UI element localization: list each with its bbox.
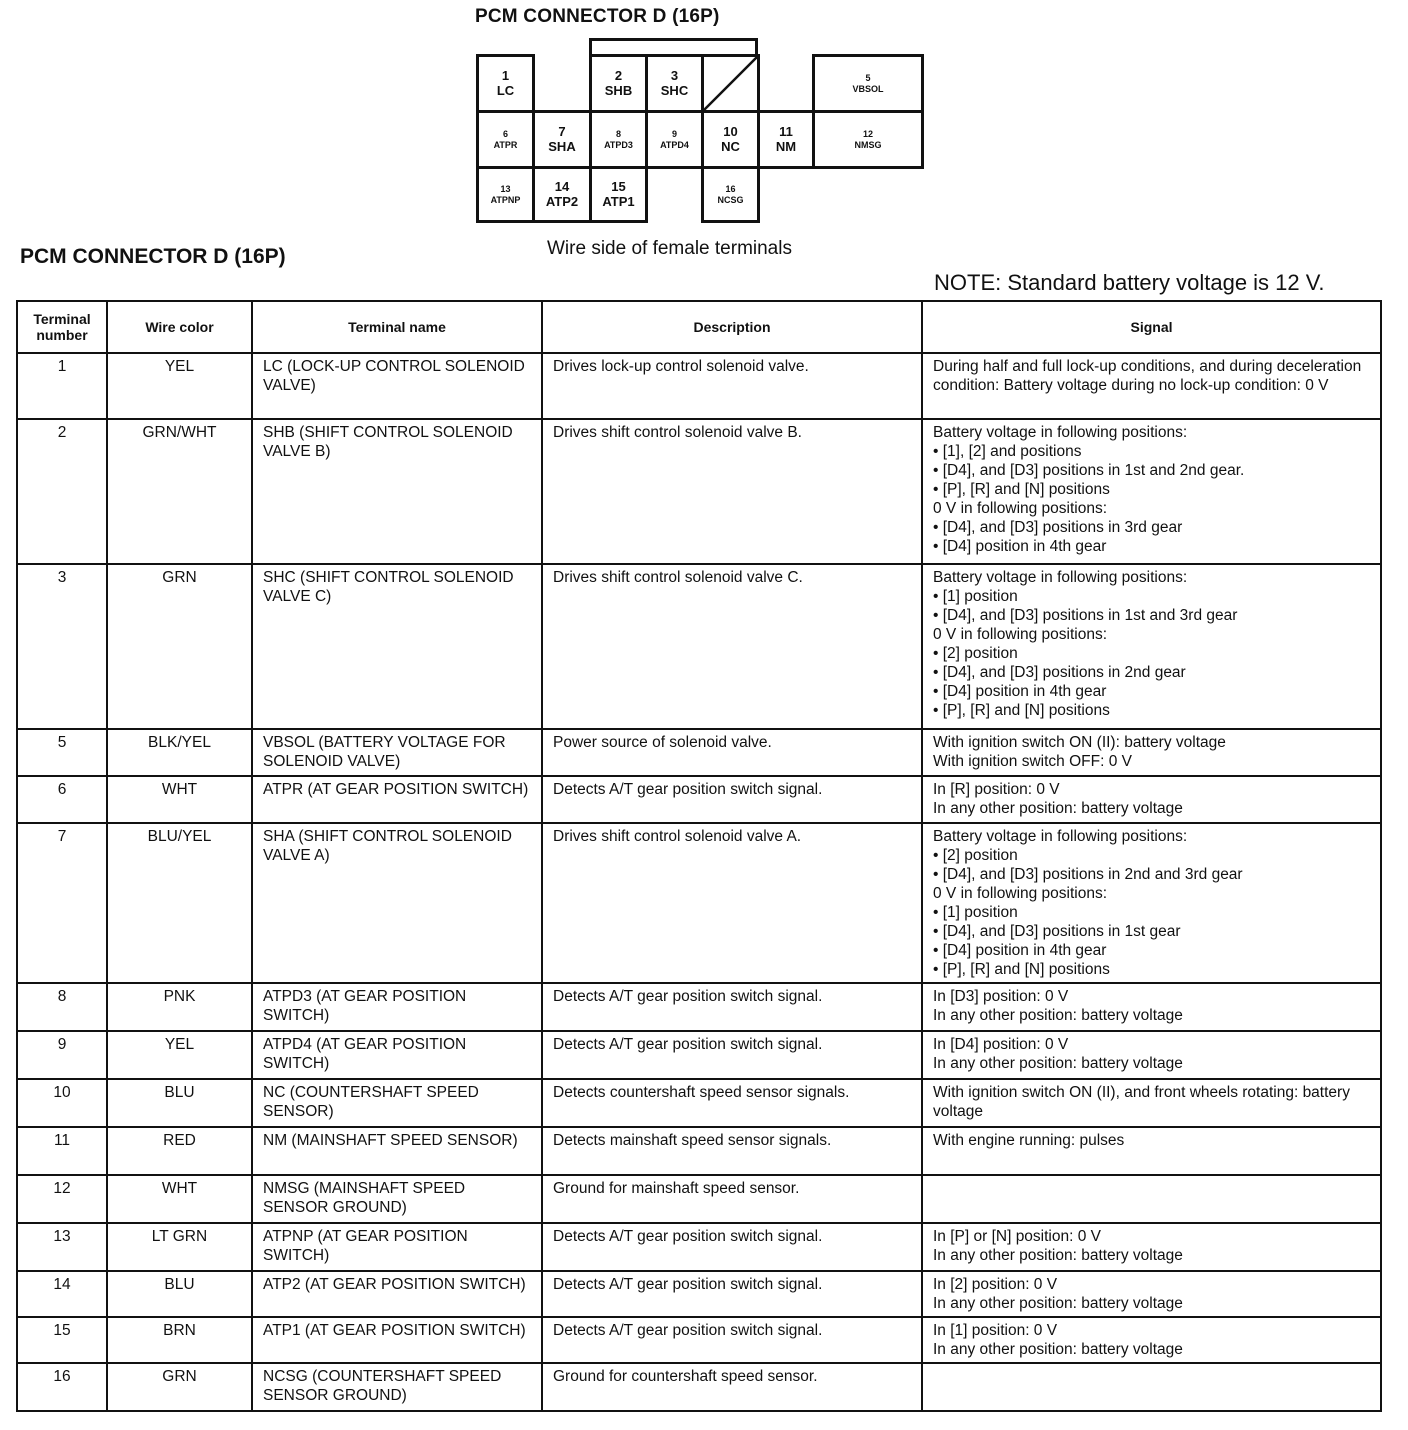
header-description: Description xyxy=(542,301,922,353)
signal-cell xyxy=(922,1175,1381,1223)
signal-line: With ignition switch ON (II), and front wheels rotating: battery voltage xyxy=(933,1084,1350,1120)
pin-cell: 8 ATPD3 xyxy=(589,110,648,169)
signal-line: 0 V in following positions: xyxy=(933,885,1108,902)
terminal-name-cell: ATPD3 (AT GEAR POSITION SWITCH) xyxy=(252,983,542,1031)
description-cell: Detects A/T gear position switch signal. xyxy=(542,1031,922,1079)
signal-cell xyxy=(922,823,1381,983)
description-cell: Detects countershaft speed sensor signals. xyxy=(542,1079,922,1127)
signal-cell xyxy=(922,353,1381,419)
signal-line: Battery voltage in following positions: xyxy=(933,424,1188,441)
description-cell: Drives shift control solenoid valve C. xyxy=(542,564,922,729)
wire-color-cell: BLU xyxy=(107,1079,252,1127)
signal-line: • [D4], and [D3] positions in 1st and 3rd gear xyxy=(933,607,1238,624)
signal-line: In [1] position: 0 V xyxy=(933,1322,1058,1339)
wire-color-cell: YEL xyxy=(107,1031,252,1079)
pin-cell: 5 VBSOL xyxy=(812,54,924,113)
table-row xyxy=(17,983,1381,1031)
terminal-number-cell: 15 xyxy=(17,1317,107,1363)
header-wire-color: Wire color xyxy=(107,301,252,353)
terminal-number-cell: 6 xyxy=(17,776,107,823)
signal-line: • [P], [R] and [N] positions xyxy=(933,481,1110,498)
signal-line: • [D4] position in 4th gear xyxy=(933,538,1107,555)
wire-color-cell: BLU xyxy=(107,1271,252,1317)
signal-line: Battery voltage in following positions: xyxy=(933,828,1188,845)
terminal-number-cell: 8 xyxy=(17,983,107,1031)
terminal-name-cell: VBSOL (BATTERY VOLTAGE FOR SOLENOID VALVE) xyxy=(252,729,542,776)
terminal-number-cell: 12 xyxy=(17,1175,107,1223)
description-cell: Detects A/T gear position switch signal. xyxy=(542,1223,922,1271)
table-row xyxy=(17,419,1381,564)
signal-line: In [D4] position: 0 V xyxy=(933,1036,1069,1053)
pin-cell: 7 SHA xyxy=(532,110,592,169)
table-row xyxy=(17,1271,1381,1317)
table-row xyxy=(17,776,1381,823)
signal-line: In any other position: battery voltage xyxy=(933,1295,1183,1312)
signal-line: • [D4], and [D3] positions in 1st gear xyxy=(933,923,1181,940)
signal-line: In any other position: battery voltage xyxy=(933,800,1183,817)
terminal-name-cell: ATP1 (AT GEAR POSITION SWITCH) xyxy=(252,1317,542,1363)
terminal-name-cell: NCSG (COUNTERSHAFT SPEED SENSOR GROUND) xyxy=(252,1363,542,1411)
signal-cell xyxy=(922,1079,1381,1127)
header-terminal-name: Terminal name xyxy=(252,301,542,353)
wire-color-cell: BLK/YEL xyxy=(107,729,252,776)
signal-cell xyxy=(922,1127,1381,1175)
signal-cell xyxy=(922,1031,1381,1079)
signal-line: In any other position: battery voltage xyxy=(933,1341,1183,1358)
terminal-number-cell: 2 xyxy=(17,419,107,564)
signal-line: With ignition switch OFF: 0 V xyxy=(933,753,1132,770)
table-row xyxy=(17,823,1381,983)
pin-cell: 1 LC xyxy=(476,54,535,113)
table-row xyxy=(17,1317,1381,1363)
pin-cell: 2 SHB xyxy=(589,54,648,113)
table-row xyxy=(17,564,1381,729)
pin-cell: 11 NM xyxy=(757,110,815,169)
terminal-name-cell: ATPR (AT GEAR POSITION SWITCH) xyxy=(252,776,542,823)
pin-cell: 15 ATP1 xyxy=(589,166,648,223)
terminal-number-cell: 9 xyxy=(17,1031,107,1079)
terminal-number-cell: 14 xyxy=(17,1271,107,1317)
signal-line: In [R] position: 0 V xyxy=(933,781,1060,798)
signal-line: In any other position: battery voltage xyxy=(933,1247,1183,1264)
table-header-row xyxy=(17,301,1381,353)
empty-pin-slot xyxy=(701,54,760,113)
signal-line: • [P], [R] and [N] positions xyxy=(933,961,1110,978)
signal-cell xyxy=(922,729,1381,776)
signal-line: In [D3] position: 0 V xyxy=(933,988,1069,1005)
terminal-number-cell: 11 xyxy=(17,1127,107,1175)
signal-cell xyxy=(922,1223,1381,1271)
signal-line: 0 V in following positions: xyxy=(933,626,1108,643)
signal-line: • [D4] position in 4th gear xyxy=(933,683,1107,700)
signal-line: With engine running: pulses xyxy=(933,1132,1125,1149)
table-row xyxy=(17,1031,1381,1079)
signal-cell xyxy=(922,419,1381,564)
pin-cell: 13 ATPNP xyxy=(476,166,535,223)
pin-cell: 14 ATP2 xyxy=(532,166,592,223)
signal-line: • [P], [R] and [N] positions xyxy=(933,702,1110,719)
terminal-number-cell: 10 xyxy=(17,1079,107,1127)
voltage-note: NOTE: Standard battery voltage is 12 V. xyxy=(934,270,1325,295)
signal-cell xyxy=(922,776,1381,823)
terminal-name-cell: LC (LOCK-UP CONTROL SOLENOID VALVE) xyxy=(252,353,542,419)
terminal-name-cell: ATP2 (AT GEAR POSITION SWITCH) xyxy=(252,1271,542,1317)
signal-cell xyxy=(922,564,1381,729)
terminal-number-cell: 5 xyxy=(17,729,107,776)
table-row xyxy=(17,1127,1381,1175)
description-cell: Detects A/T gear position switch signal. xyxy=(542,1271,922,1317)
table-row xyxy=(17,1079,1381,1127)
wire-color-cell: GRN xyxy=(107,564,252,729)
header-terminal-number: Terminal number xyxy=(17,301,107,353)
signal-line: Battery voltage in following positions: xyxy=(933,569,1188,586)
header-signal: Signal xyxy=(922,301,1381,353)
signal-line: • [1] position xyxy=(933,588,1018,605)
signal-cell xyxy=(922,983,1381,1031)
signal-line: With ignition switch ON (II): battery voltage xyxy=(933,734,1226,751)
signal-line: • [D4], and [D3] positions in 1st and 2nd gear. xyxy=(933,462,1245,479)
diagram-title: PCM CONNECTOR D (16P) xyxy=(475,6,720,27)
terminal-name-cell: SHA (SHIFT CONTROL SOLENOID VALVE A) xyxy=(252,823,542,983)
description-cell: Drives shift control solenoid valve A. xyxy=(542,823,922,983)
signal-line: 0 V in following positions: xyxy=(933,500,1108,517)
signal-cell xyxy=(922,1271,1381,1317)
wire-color-cell: BRN xyxy=(107,1317,252,1363)
terminal-number-cell: 1 xyxy=(17,353,107,419)
signal-line: • [1] position xyxy=(933,904,1018,921)
terminal-number-cell: 3 xyxy=(17,564,107,729)
description-cell: Ground for countershaft speed sensor. xyxy=(542,1363,922,1411)
table-title: PCM CONNECTOR D (16P) xyxy=(20,245,286,268)
description-cell: Power source of solenoid valve. xyxy=(542,729,922,776)
description-cell: Drives shift control solenoid valve B. xyxy=(542,419,922,564)
pin-cell: 6 ATPR xyxy=(476,110,535,169)
wire-color-cell: YEL xyxy=(107,353,252,419)
wire-color-cell: BLU/YEL xyxy=(107,823,252,983)
terminal-name-cell: SHC (SHIFT CONTROL SOLENOID VALVE C) xyxy=(252,564,542,729)
wire-color-cell: PNK xyxy=(107,983,252,1031)
description-cell: Ground for mainshaft speed sensor. xyxy=(542,1175,922,1223)
pin-cell: 10 NC xyxy=(701,110,760,169)
wire-color-cell: WHT xyxy=(107,776,252,823)
table-row xyxy=(17,1223,1381,1271)
signal-line: • [1], [2] and positions xyxy=(933,443,1082,460)
wire-color-cell: WHT xyxy=(107,1175,252,1223)
signal-line: • [D4] position in 4th gear xyxy=(933,942,1107,959)
diagram-caption: Wire side of female terminals xyxy=(547,238,792,259)
terminal-name-cell: ATPD4 (AT GEAR POSITION SWITCH) xyxy=(252,1031,542,1079)
signal-line: In any other position: battery voltage xyxy=(933,1055,1183,1072)
signal-line: • [D4], and [D3] positions in 3rd gear xyxy=(933,519,1183,536)
description-cell: Drives lock-up control solenoid valve. xyxy=(542,353,922,419)
table-row xyxy=(17,1363,1381,1411)
terminal-number-cell: 16 xyxy=(17,1363,107,1411)
table-row xyxy=(17,1175,1381,1223)
signal-line: • [D4], and [D3] positions in 2nd and 3rd gear xyxy=(933,866,1243,883)
signal-line: • [D4], and [D3] positions in 2nd gear xyxy=(933,664,1186,681)
terminal-name-cell: NM (MAINSHAFT SPEED SENSOR) xyxy=(252,1127,542,1175)
terminal-name-cell: ATPNP (AT GEAR POSITION SWITCH) xyxy=(252,1223,542,1271)
terminal-name-cell: SHB (SHIFT CONTROL SOLENOID VALVE B) xyxy=(252,419,542,564)
signal-cell xyxy=(922,1363,1381,1411)
signal-line: • [2] position xyxy=(933,645,1018,662)
terminal-number-cell: 13 xyxy=(17,1223,107,1271)
pin-cell: 9 ATPD4 xyxy=(645,110,704,169)
signal-line: During half and full lock-up conditions, and during deceleration condition: Battery voltage during no lock-up condition: 0 V xyxy=(933,358,1362,394)
terminal-table xyxy=(16,300,1382,1412)
terminal-name-cell: NMSG (MAINSHAFT SPEED SENSOR GROUND) xyxy=(252,1175,542,1223)
wire-color-cell: RED xyxy=(107,1127,252,1175)
table-row xyxy=(17,353,1381,419)
signal-line: In any other position: battery voltage xyxy=(933,1007,1183,1024)
signal-line: • [2] position xyxy=(933,847,1018,864)
signal-cell xyxy=(922,1317,1381,1363)
description-cell: Detects A/T gear position switch signal. xyxy=(542,776,922,823)
pin-cell: 12 NMSG xyxy=(812,110,924,169)
table-row xyxy=(17,729,1381,776)
signal-line: In [P] or [N] position: 0 V xyxy=(933,1228,1101,1245)
terminal-number-cell: 7 xyxy=(17,823,107,983)
wire-color-cell: GRN/WHT xyxy=(107,419,252,564)
wire-color-cell: LT GRN xyxy=(107,1223,252,1271)
description-cell: Detects A/T gear position switch signal. xyxy=(542,983,922,1031)
pin-cell: 16 NCSG xyxy=(701,166,760,223)
description-cell: Detects A/T gear position switch signal. xyxy=(542,1317,922,1363)
wire-color-cell: GRN xyxy=(107,1363,252,1411)
pin-cell: 3 SHC xyxy=(645,54,704,113)
terminal-name-cell: NC (COUNTERSHAFT SPEED SENSOR) xyxy=(252,1079,542,1127)
description-cell: Detects mainshaft speed sensor signals. xyxy=(542,1127,922,1175)
signal-line: In [2] position: 0 V xyxy=(933,1276,1058,1293)
